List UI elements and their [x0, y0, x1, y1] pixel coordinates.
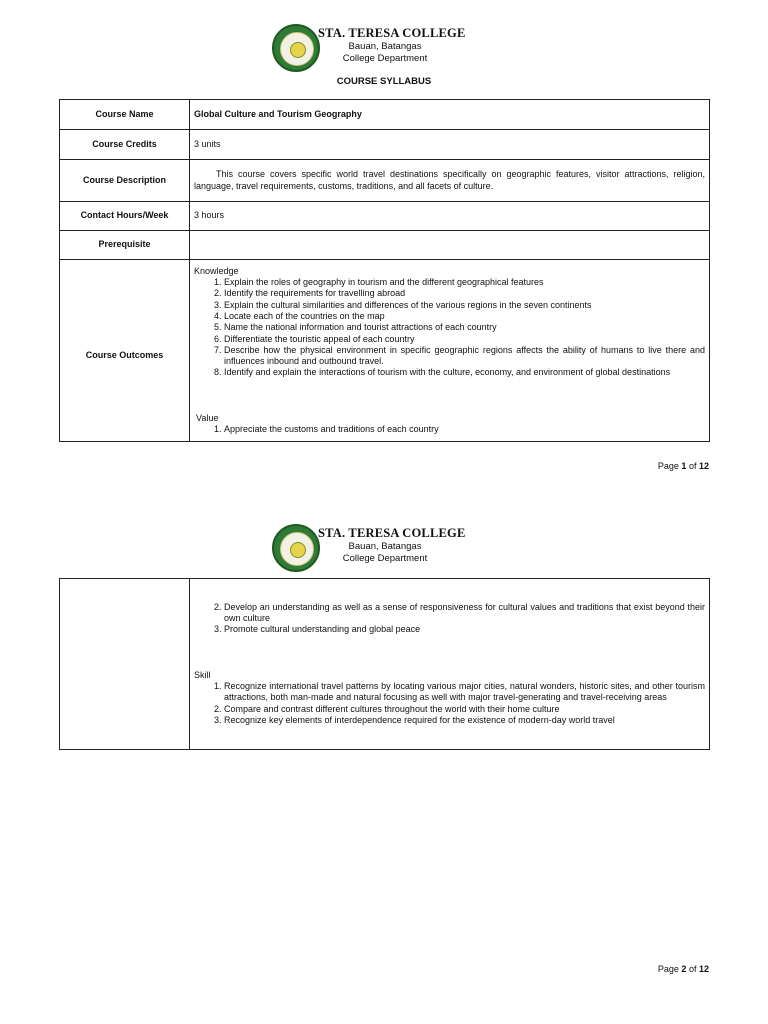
list-item: 1. Appreciate the customs and traditions of each country	[224, 424, 705, 435]
value-list-page2	[194, 602, 705, 636]
value-heading: Value	[196, 412, 219, 423]
list-item: 7. Describe how the physical environment in specific geographic regions affects the ability of humans to live there and influences inbound and outbound travel.	[224, 345, 705, 368]
course-credits-value: 3 units	[190, 130, 710, 160]
table-row	[60, 130, 710, 160]
course-description-value: This course covers specific world travel destinations specifically on geographic features, visitor attractions, religion, language, travel requirements, customs, traditions, and all facets of culture.	[190, 160, 710, 202]
list-item: 5. Name the national information and tourist attractions of each country	[224, 322, 705, 333]
table-row	[60, 202, 710, 231]
course-description-label: Course Description	[60, 160, 190, 202]
value-list-page1	[194, 424, 705, 435]
list-item: 8. Identify and explain the interactions of tourism with the culture, economy, and environment of global destinations	[224, 367, 705, 378]
course-name-label: Course Name	[60, 100, 190, 130]
list-item: 3. Promote cultural understanding and global peace	[224, 624, 705, 635]
knowledge-heading: Knowledge	[194, 265, 239, 276]
table-row	[60, 160, 710, 202]
document-title: COURSE SYLLABUS	[336, 76, 432, 87]
list-item: 3. Explain the cultural similarities and differences of the various regions in the seven continents	[224, 300, 705, 311]
list-item: 4. Locate each of the countries on the map	[224, 311, 705, 322]
contact-hours-value: 3 hours	[190, 202, 710, 231]
school-name: STA. TERESA COLLEGE	[318, 526, 466, 540]
list-item: 2. Identify the requirements for travelling abroad	[224, 288, 705, 299]
department-name: College Department	[342, 553, 428, 564]
skill-heading: Skill	[194, 669, 211, 680]
page-number-2: Page 2 of 12	[657, 964, 709, 974]
course-outcomes-continued-label	[60, 579, 190, 750]
list-item: 6. Differentiate the touristic appeal of each country	[224, 334, 705, 345]
prerequisite-value	[190, 231, 710, 260]
page2-header	[0, 524, 768, 576]
school-address: Bauan, Batangas	[348, 41, 422, 52]
skill-list	[194, 681, 705, 726]
list-item: 1. Explain the roles of geography in tourism and the different geographical features	[224, 277, 705, 288]
syllabus-table-page1	[59, 99, 710, 442]
syllabus-table-page2	[59, 578, 710, 750]
page-number-1: Page 1 of 12	[657, 461, 709, 471]
table-row	[60, 100, 710, 130]
knowledge-list	[194, 277, 705, 379]
table-row	[60, 231, 710, 260]
department-name: College Department	[342, 53, 428, 64]
course-outcomes-label: Course Outcomes	[60, 260, 190, 442]
list-item: 2. Develop an understanding as well as a sense of responsiveness for cultural values and traditions that exist beyond their own culture	[224, 602, 705, 625]
list-item: 3. Recognize key elements of interdependence required for the existence of modern-day world travel	[224, 715, 705, 726]
list-item: 2. Compare and contrast different cultures throughout the world with their home culture	[224, 704, 705, 715]
table-row	[60, 260, 710, 442]
page1-header	[0, 24, 768, 76]
course-name-value: Global Culture and Tourism Geography	[190, 100, 710, 130]
course-outcomes-continued-cell	[190, 579, 710, 750]
school-name: STA. TERESA COLLEGE	[318, 26, 466, 40]
list-item: 1. Recognize international travel patterns by locating various major cities, natural wonders, historic sites, and other tourism attractions, both man-made and natural focusing as well with major travel-generating and travel-receiving areas	[224, 681, 705, 704]
prerequisite-label: Prerequisite	[60, 231, 190, 260]
contact-hours-label: Contact Hours/Week	[60, 202, 190, 231]
course-outcomes-cell	[190, 260, 710, 442]
school-address: Bauan, Batangas	[348, 541, 422, 552]
table-row	[60, 579, 710, 750]
course-credits-label: Course Credits	[60, 130, 190, 160]
